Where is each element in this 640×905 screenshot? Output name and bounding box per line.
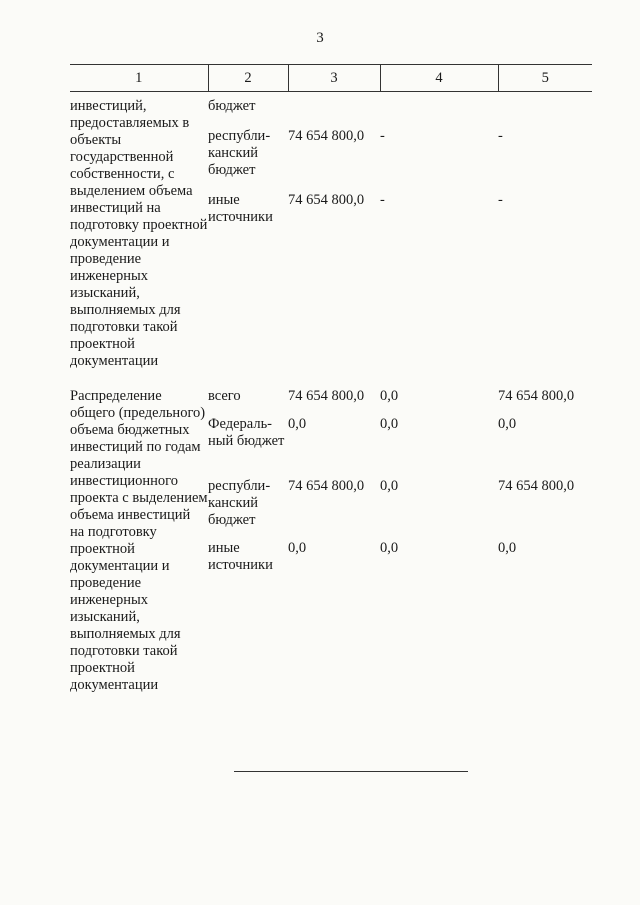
budget-table [70,64,592,694]
block2-c5-2: 0,0 [498,416,517,432]
column-header-2: 2 [208,65,288,92]
block1-c3-3: 74 654 800,0 [288,192,365,208]
block2-source-3: республи-канский бюджет [208,478,271,528]
block1-source-1: бюджет [208,98,256,114]
block1-source-2: республи-канский бюджет [208,128,271,178]
block2-c4-1: 0,0 [380,388,399,404]
block2-source-4: иные источники [208,540,273,573]
block1-c5-2: - [498,128,503,144]
table-row-block1 [70,98,592,370]
block2-c5-4: 0,0 [498,540,517,556]
block2-description: Распределение общего (предельного) объема бюджетных инвестиций по годам реализации инвестиционного проекта с выделением объема инвестиций на подготовку проектной документации и проведение инженерных изысканий, выполняемых для подготовки такой проектной документации [70,388,208,693]
block2-c4-3: 0,0 [380,478,399,494]
block2-c3-1: 74 654 800,0 [288,388,365,404]
closing-separator-line [234,771,468,772]
block1-description: инвестиций, предоставляемых в объекты государственной собственности, с выделением объема инвестиций на подготовку проектной документации и проведение инженерных изысканий, выполняемых для подготовки такой проектной документации [70,98,208,369]
block2-c5-1: 74 654 800,0 [498,388,575,404]
header-row [70,65,592,92]
block1-source-3: иные источники [208,192,273,225]
column-header-1: 1 [70,65,208,92]
block1-c3-1 [288,98,380,118]
block2-c3-3: 74 654 800,0 [288,478,365,494]
block2-source-2: Федераль-ный бюджет [208,416,285,449]
column-header-4: 4 [380,65,498,92]
page-number: 3 [316,30,324,46]
block2-c3-2: 0,0 [288,416,307,432]
block1-c3-2: 74 654 800,0 [288,128,365,144]
table-row-block2 [70,388,592,694]
block2-c4-4: 0,0 [380,540,399,556]
block1-c4-2: - [380,128,385,144]
block2-source-1: всего [208,388,241,404]
block2-c4-2: 0,0 [380,416,399,432]
block1-c5-3: - [498,192,503,208]
block2-c3-4: 0,0 [288,540,307,556]
block1-c4-1 [380,98,498,118]
block1-c4-3: - [380,192,385,208]
block1-c5-1 [498,98,592,118]
column-header-5: 5 [498,65,592,92]
block2-c5-3: 74 654 800,0 [498,478,575,494]
column-header-3: 3 [288,65,380,92]
